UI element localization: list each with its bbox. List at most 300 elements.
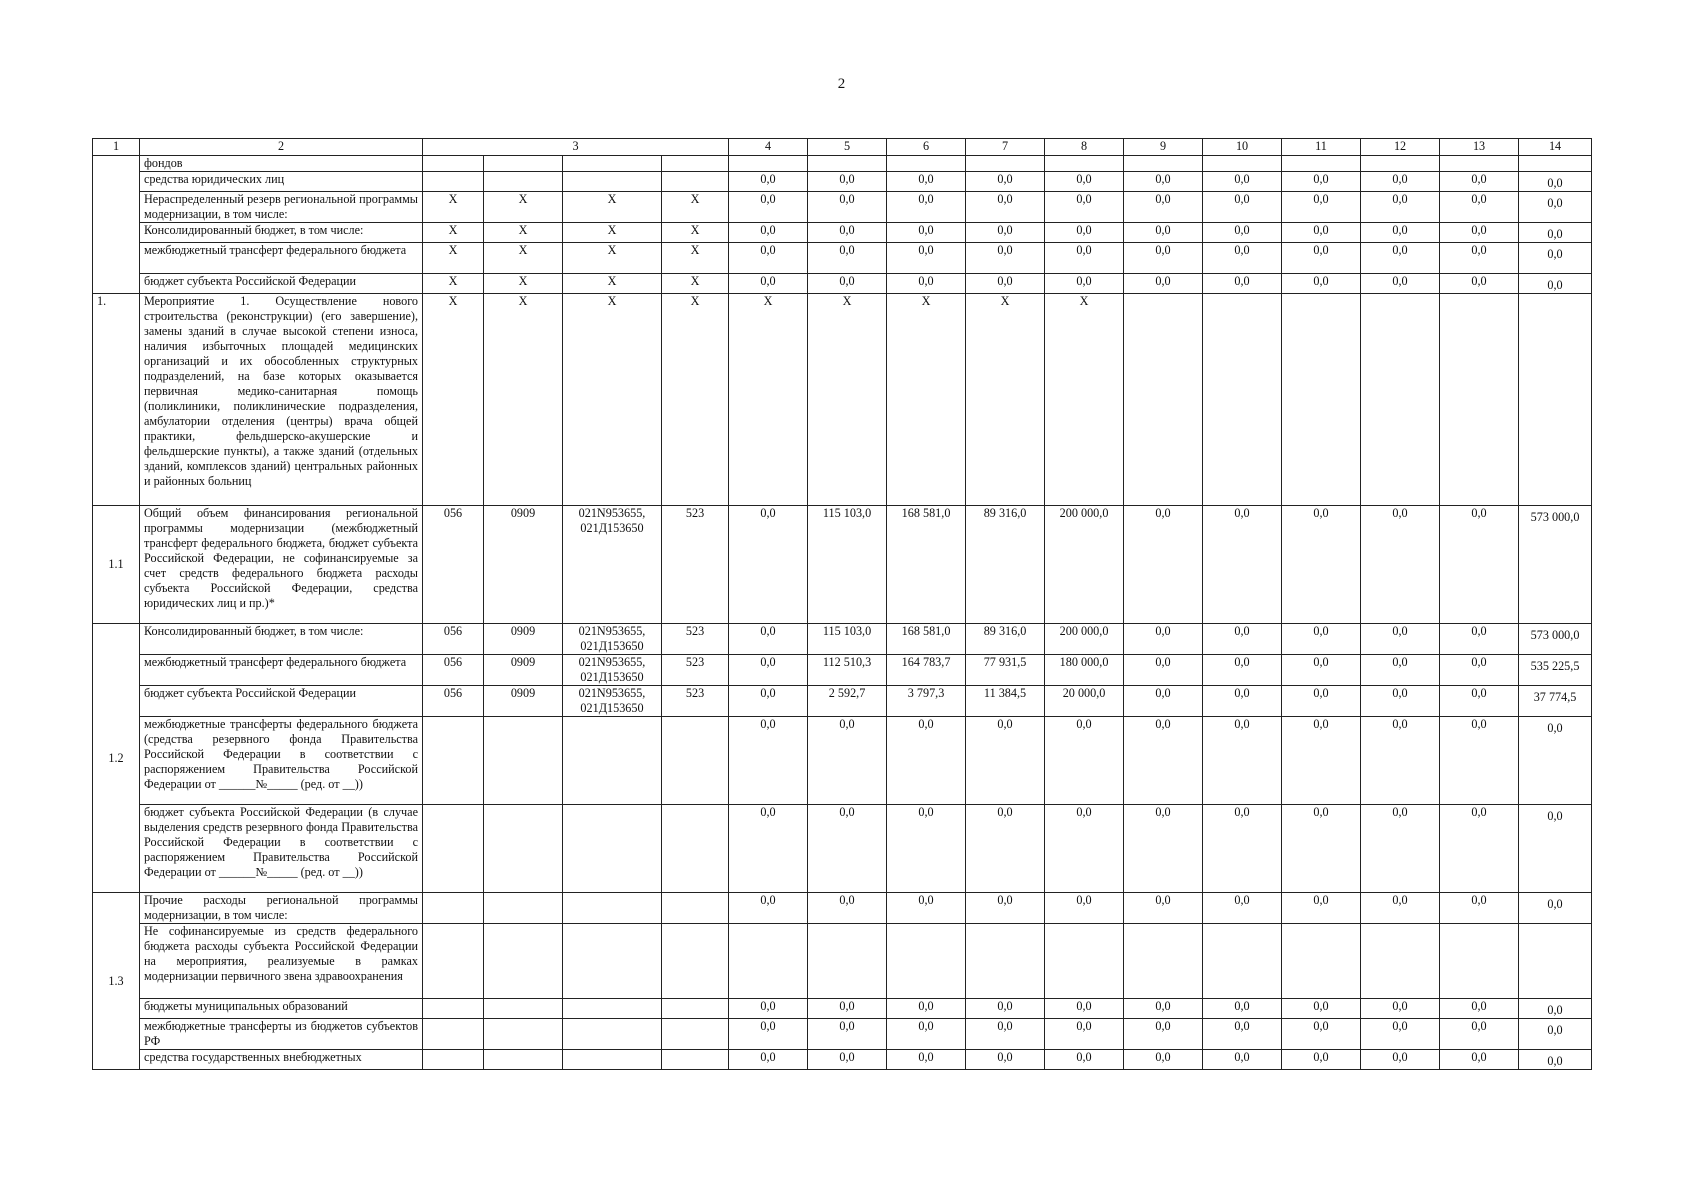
value-cell: 0,0 bbox=[1203, 999, 1282, 1019]
value-cell: 0,0 bbox=[887, 893, 966, 924]
row-label: Мероприятие 1. Осуществление нового строительства (реконструкции) (его завершение), замены зданий в случае высокой степени износа, наличия избыточных площадей медицинских организаций и их обособленных структурных подразделений, на базе которых оказывается первичная медико-санитарная помощь (поликлиники, поликлинические подразделения, амбулатории отделения (центры) врача общей практики, фельдшерско-акушерские и фельдшерские пункты), а также зданий (отдельных зданий, комплексов зданий) центральных районных и районных больниц bbox=[140, 294, 423, 506]
value-cell: 0,0 bbox=[1282, 1019, 1361, 1050]
table-row bbox=[93, 655, 1592, 686]
value-cell: 0,0 bbox=[808, 893, 887, 924]
row-label: бюджет субъекта Российской Федерации (в случае выделения средств резервного фонда Правительства Российской Федерации в соответствии с распоряжением Правительства Российской Федерации от ______№_____ (ред. от __)) bbox=[140, 805, 423, 893]
column-number-row bbox=[93, 139, 1592, 156]
value-cell bbox=[887, 924, 966, 999]
value-cell: 0,0 bbox=[1124, 686, 1203, 717]
code-cell bbox=[484, 1050, 563, 1070]
value-cell: 0,0 bbox=[887, 805, 966, 893]
code-cell bbox=[563, 893, 662, 924]
code-cell bbox=[484, 805, 563, 893]
value-cell: 115 103,0 bbox=[808, 624, 887, 655]
value-cell: 0,0 bbox=[1124, 655, 1203, 686]
total-cell: 0,0 bbox=[1519, 1050, 1592, 1070]
value-cell: 0,0 bbox=[887, 1019, 966, 1050]
value-cell: 0,0 bbox=[1361, 192, 1440, 223]
value-cell: 0,0 bbox=[1440, 506, 1519, 624]
value-cell: 0,0 bbox=[1124, 805, 1203, 893]
value-cell bbox=[1124, 156, 1203, 172]
value-cell: 0,0 bbox=[1440, 223, 1519, 243]
code-cell bbox=[484, 717, 563, 805]
value-cell: 0,0 bbox=[1203, 655, 1282, 686]
code-cell: X bbox=[563, 192, 662, 223]
table-row bbox=[93, 1050, 1592, 1070]
value-cell: 0,0 bbox=[1361, 274, 1440, 294]
code-cell: 021N953655, 021Д153650 bbox=[563, 624, 662, 655]
value-cell: 0,0 bbox=[729, 893, 808, 924]
code-cell: X bbox=[662, 274, 729, 294]
value-cell: 0,0 bbox=[729, 1019, 808, 1050]
value-cell: 0,0 bbox=[808, 805, 887, 893]
value-cell bbox=[1203, 156, 1282, 172]
value-cell: 3 797,3 bbox=[887, 686, 966, 717]
row-index-cell bbox=[93, 156, 140, 294]
value-cell: 180 000,0 bbox=[1045, 655, 1124, 686]
code-cell bbox=[662, 717, 729, 805]
code-cell bbox=[484, 172, 563, 192]
value-cell: 0,0 bbox=[1440, 655, 1519, 686]
value-cell bbox=[1361, 924, 1440, 999]
value-cell: 0,0 bbox=[808, 1050, 887, 1070]
value-cell: 0,0 bbox=[1203, 274, 1282, 294]
code-cell: 056 bbox=[423, 506, 484, 624]
row-label: Консолидированный бюджет, в том числе: bbox=[140, 624, 423, 655]
code-cell: X bbox=[423, 294, 484, 506]
value-cell: 0,0 bbox=[729, 1050, 808, 1070]
code-cell: X bbox=[563, 223, 662, 243]
table-row bbox=[93, 717, 1592, 805]
value-cell: 0,0 bbox=[1045, 893, 1124, 924]
value-cell: 0,0 bbox=[1440, 192, 1519, 223]
value-cell: 168 581,0 bbox=[887, 506, 966, 624]
value-cell: 0,0 bbox=[887, 1050, 966, 1070]
code-cell: X bbox=[563, 294, 662, 506]
code-cell: 0909 bbox=[484, 506, 563, 624]
value-cell: 0,0 bbox=[887, 243, 966, 274]
code-cell bbox=[662, 1050, 729, 1070]
value-cell: 0,0 bbox=[808, 192, 887, 223]
row-label: средства государственных внебюджетных bbox=[140, 1050, 423, 1070]
code-cell: X bbox=[662, 243, 729, 274]
total-cell: 0,0 bbox=[1519, 717, 1592, 805]
row-label: Прочие расходы региональной программы модернизации, в том числе: bbox=[140, 893, 423, 924]
code-cell bbox=[484, 924, 563, 999]
value-cell: 0,0 bbox=[966, 274, 1045, 294]
value-cell: 0,0 bbox=[1282, 192, 1361, 223]
value-cell: 0,0 bbox=[1045, 192, 1124, 223]
column-number: 7 bbox=[966, 139, 1045, 156]
total-cell: 0,0 bbox=[1519, 1019, 1592, 1050]
value-cell: 0,0 bbox=[887, 223, 966, 243]
value-cell: 0,0 bbox=[1361, 1050, 1440, 1070]
value-cell: 0,0 bbox=[1282, 717, 1361, 805]
value-cell: 0,0 bbox=[1440, 686, 1519, 717]
value-cell bbox=[1282, 156, 1361, 172]
total-cell: 573 000,0 bbox=[1519, 506, 1592, 624]
value-cell: 0,0 bbox=[1440, 999, 1519, 1019]
value-cell bbox=[1361, 156, 1440, 172]
value-cell: 0,0 bbox=[1282, 1050, 1361, 1070]
value-cell bbox=[1203, 294, 1282, 506]
value-cell: 0,0 bbox=[1045, 1050, 1124, 1070]
code-cell: 021N953655, 021Д153650 bbox=[563, 686, 662, 717]
value-cell: 0,0 bbox=[1045, 274, 1124, 294]
row-label: межбюджетный трансферт федерального бюджета bbox=[140, 243, 423, 274]
value-cell: 0,0 bbox=[808, 243, 887, 274]
value-cell: 0,0 bbox=[1282, 655, 1361, 686]
total-cell: 573 000,0 bbox=[1519, 624, 1592, 655]
table-row bbox=[93, 223, 1592, 243]
value-cell: 0,0 bbox=[966, 999, 1045, 1019]
value-cell: 0,0 bbox=[1361, 243, 1440, 274]
value-cell: 2 592,7 bbox=[808, 686, 887, 717]
value-cell: 0,0 bbox=[887, 274, 966, 294]
total-cell: 0,0 bbox=[1519, 172, 1592, 192]
value-cell bbox=[729, 924, 808, 999]
value-cell: 0,0 bbox=[1282, 805, 1361, 893]
value-cell: 0,0 bbox=[1203, 805, 1282, 893]
value-cell: 0,0 bbox=[729, 243, 808, 274]
code-cell: X bbox=[423, 274, 484, 294]
code-cell bbox=[662, 805, 729, 893]
code-cell: 523 bbox=[662, 686, 729, 717]
value-cell bbox=[1045, 924, 1124, 999]
value-cell: 0,0 bbox=[1282, 506, 1361, 624]
column-number: 3 bbox=[423, 139, 729, 156]
value-cell: 0,0 bbox=[887, 192, 966, 223]
table-row bbox=[93, 893, 1592, 924]
value-cell: 200 000,0 bbox=[1045, 506, 1124, 624]
column-number: 14 bbox=[1519, 139, 1592, 156]
value-cell: 0,0 bbox=[729, 805, 808, 893]
table-row bbox=[93, 686, 1592, 717]
value-cell: 0,0 bbox=[1361, 223, 1440, 243]
value-cell: 11 384,5 bbox=[966, 686, 1045, 717]
code-cell: 523 bbox=[662, 506, 729, 624]
row-label: Нераспределенный резерв региональной программы модернизации, в том числе: bbox=[140, 192, 423, 223]
code-cell bbox=[662, 999, 729, 1019]
value-cell: 168 581,0 bbox=[887, 624, 966, 655]
value-cell: 0,0 bbox=[808, 717, 887, 805]
value-cell: 0,0 bbox=[729, 172, 808, 192]
column-number: 5 bbox=[808, 139, 887, 156]
value-cell: 0,0 bbox=[1361, 506, 1440, 624]
value-cell: 0,0 bbox=[1440, 717, 1519, 805]
value-cell: X bbox=[729, 294, 808, 506]
value-cell bbox=[1282, 924, 1361, 999]
total-cell: 0,0 bbox=[1519, 274, 1592, 294]
row-label: Не софинансируемые из средств федерального бюджета расходы субъекта Российской Федерации на мероприятия, реализуемые в рамках модернизации первичного звена здравоохранения bbox=[140, 924, 423, 999]
value-cell: 0,0 bbox=[808, 223, 887, 243]
code-cell bbox=[662, 893, 729, 924]
code-cell bbox=[484, 156, 563, 172]
total-cell bbox=[1519, 156, 1592, 172]
value-cell: 164 783,7 bbox=[887, 655, 966, 686]
total-cell: 535 225,5 bbox=[1519, 655, 1592, 686]
value-cell: 0,0 bbox=[1203, 686, 1282, 717]
code-cell: X bbox=[484, 274, 563, 294]
value-cell: 0,0 bbox=[1045, 999, 1124, 1019]
code-cell bbox=[423, 1019, 484, 1050]
total-cell: 0,0 bbox=[1519, 805, 1592, 893]
code-cell bbox=[423, 999, 484, 1019]
code-cell bbox=[423, 1050, 484, 1070]
code-cell: 0909 bbox=[484, 624, 563, 655]
code-cell bbox=[423, 156, 484, 172]
row-label: межбюджетные трансферты федерального бюджета (средства резервного фонда Правительства Российской Федерации в соответствии с распоряжением Правительства Российской Федерации от ______№_____ (ред. от __)) bbox=[140, 717, 423, 805]
total-cell: 0,0 bbox=[1519, 893, 1592, 924]
table-body bbox=[93, 156, 1592, 1070]
value-cell: 0,0 bbox=[887, 172, 966, 192]
total-cell: 37 774,5 bbox=[1519, 686, 1592, 717]
column-number: 10 bbox=[1203, 139, 1282, 156]
value-cell: 77 931,5 bbox=[966, 655, 1045, 686]
code-cell bbox=[484, 893, 563, 924]
value-cell: 0,0 bbox=[1045, 172, 1124, 192]
value-cell: 0,0 bbox=[729, 506, 808, 624]
value-cell: 0,0 bbox=[808, 1019, 887, 1050]
value-cell: 0,0 bbox=[1282, 999, 1361, 1019]
code-cell bbox=[563, 924, 662, 999]
code-cell: X bbox=[662, 294, 729, 506]
code-cell bbox=[563, 1050, 662, 1070]
table-row bbox=[93, 1019, 1592, 1050]
value-cell: 0,0 bbox=[808, 172, 887, 192]
code-cell bbox=[563, 172, 662, 192]
value-cell: 0,0 bbox=[1440, 172, 1519, 192]
value-cell: 0,0 bbox=[1045, 223, 1124, 243]
column-number: 13 bbox=[1440, 139, 1519, 156]
value-cell: 0,0 bbox=[1361, 717, 1440, 805]
value-cell: 0,0 bbox=[1045, 1019, 1124, 1050]
value-cell: 0,0 bbox=[1203, 1019, 1282, 1050]
code-cell: X bbox=[484, 294, 563, 506]
value-cell bbox=[808, 924, 887, 999]
value-cell: 0,0 bbox=[729, 655, 808, 686]
value-cell: 0,0 bbox=[729, 192, 808, 223]
table-row bbox=[93, 274, 1592, 294]
value-cell: 0,0 bbox=[966, 717, 1045, 805]
code-cell: X bbox=[423, 223, 484, 243]
value-cell: 0,0 bbox=[729, 624, 808, 655]
column-number: 6 bbox=[887, 139, 966, 156]
value-cell: 0,0 bbox=[1045, 717, 1124, 805]
total-cell bbox=[1519, 294, 1592, 506]
value-cell: 0,0 bbox=[729, 686, 808, 717]
row-label: бюджет субъекта Российской Федерации bbox=[140, 686, 423, 717]
value-cell: 0,0 bbox=[1203, 192, 1282, 223]
code-cell: 056 bbox=[423, 655, 484, 686]
value-cell bbox=[1282, 294, 1361, 506]
value-cell: 0,0 bbox=[1124, 274, 1203, 294]
value-cell bbox=[1440, 294, 1519, 506]
code-cell: X bbox=[563, 243, 662, 274]
value-cell: 112 510,3 bbox=[808, 655, 887, 686]
value-cell: 0,0 bbox=[1203, 172, 1282, 192]
page-number: 2 bbox=[837, 76, 846, 92]
value-cell: 0,0 bbox=[729, 999, 808, 1019]
value-cell: 20 000,0 bbox=[1045, 686, 1124, 717]
code-cell: X bbox=[662, 192, 729, 223]
value-cell: 0,0 bbox=[966, 172, 1045, 192]
value-cell: 0,0 bbox=[1124, 893, 1203, 924]
code-cell: X bbox=[423, 192, 484, 223]
row-label: бюджет субъекта Российской Федерации bbox=[140, 274, 423, 294]
column-number: 8 bbox=[1045, 139, 1124, 156]
value-cell: 0,0 bbox=[1361, 805, 1440, 893]
value-cell bbox=[1203, 924, 1282, 999]
value-cell: 0,0 bbox=[1124, 999, 1203, 1019]
value-cell: 0,0 bbox=[887, 999, 966, 1019]
code-cell: 056 bbox=[423, 686, 484, 717]
value-cell: 0,0 bbox=[1045, 243, 1124, 274]
value-cell: 89 316,0 bbox=[966, 624, 1045, 655]
code-cell bbox=[423, 717, 484, 805]
value-cell: 0,0 bbox=[1203, 893, 1282, 924]
value-cell: 0,0 bbox=[966, 805, 1045, 893]
code-cell bbox=[563, 999, 662, 1019]
value-cell: 0,0 bbox=[1203, 243, 1282, 274]
value-cell: 0,0 bbox=[1203, 223, 1282, 243]
value-cell: 0,0 bbox=[1282, 223, 1361, 243]
value-cell bbox=[1361, 294, 1440, 506]
row-index-cell: 1.3 bbox=[93, 893, 140, 1070]
value-cell: 0,0 bbox=[1440, 805, 1519, 893]
value-cell: 0,0 bbox=[1203, 1050, 1282, 1070]
code-cell bbox=[662, 156, 729, 172]
table-row bbox=[93, 624, 1592, 655]
code-cell: 523 bbox=[662, 655, 729, 686]
value-cell: 0,0 bbox=[1124, 223, 1203, 243]
row-index-cell: 1. bbox=[93, 294, 140, 506]
column-number: 2 bbox=[140, 139, 423, 156]
value-cell: 0,0 bbox=[808, 999, 887, 1019]
value-cell: 0,0 bbox=[1440, 1019, 1519, 1050]
value-cell: 0,0 bbox=[1361, 172, 1440, 192]
value-cell: 0,0 bbox=[1440, 274, 1519, 294]
value-cell: 0,0 bbox=[1282, 172, 1361, 192]
value-cell: 200 000,0 bbox=[1045, 624, 1124, 655]
value-cell: 0,0 bbox=[1124, 243, 1203, 274]
code-cell: X bbox=[484, 243, 563, 274]
value-cell: 0,0 bbox=[1361, 893, 1440, 924]
total-cell: 0,0 bbox=[1519, 192, 1592, 223]
row-index-cell: 1.2 bbox=[93, 624, 140, 893]
code-cell: X bbox=[423, 243, 484, 274]
value-cell bbox=[966, 924, 1045, 999]
column-number: 9 bbox=[1124, 139, 1203, 156]
value-cell bbox=[1124, 294, 1203, 506]
value-cell: 0,0 bbox=[1282, 243, 1361, 274]
value-cell: 0,0 bbox=[1361, 686, 1440, 717]
total-cell: 0,0 bbox=[1519, 243, 1592, 274]
code-cell bbox=[662, 172, 729, 192]
value-cell: 0,0 bbox=[1124, 506, 1203, 624]
value-cell: 0,0 bbox=[1440, 1050, 1519, 1070]
value-cell: X bbox=[887, 294, 966, 506]
code-cell bbox=[662, 924, 729, 999]
column-number: 12 bbox=[1361, 139, 1440, 156]
value-cell: 0,0 bbox=[1440, 624, 1519, 655]
value-cell: 0,0 bbox=[1124, 717, 1203, 805]
value-cell bbox=[887, 156, 966, 172]
value-cell bbox=[808, 156, 887, 172]
code-cell: 0909 bbox=[484, 686, 563, 717]
code-cell bbox=[662, 1019, 729, 1050]
column-number: 1 bbox=[93, 139, 140, 156]
value-cell: 0,0 bbox=[1124, 172, 1203, 192]
total-cell: 0,0 bbox=[1519, 223, 1592, 243]
value-cell bbox=[966, 156, 1045, 172]
value-cell: 0,0 bbox=[966, 1019, 1045, 1050]
code-cell: 0909 bbox=[484, 655, 563, 686]
code-cell bbox=[423, 172, 484, 192]
value-cell: 0,0 bbox=[887, 717, 966, 805]
value-cell: 0,0 bbox=[966, 893, 1045, 924]
value-cell: 0,0 bbox=[1282, 624, 1361, 655]
code-cell bbox=[423, 924, 484, 999]
value-cell: 115 103,0 bbox=[808, 506, 887, 624]
column-number: 4 bbox=[729, 139, 808, 156]
value-cell: 0,0 bbox=[729, 223, 808, 243]
value-cell bbox=[729, 156, 808, 172]
value-cell: 0,0 bbox=[729, 274, 808, 294]
value-cell: X bbox=[966, 294, 1045, 506]
code-cell bbox=[484, 1019, 563, 1050]
value-cell bbox=[1440, 156, 1519, 172]
value-cell: 0,0 bbox=[729, 717, 808, 805]
value-cell: 0,0 bbox=[1361, 999, 1440, 1019]
value-cell: 0,0 bbox=[1203, 717, 1282, 805]
value-cell: 0,0 bbox=[966, 1050, 1045, 1070]
value-cell: X bbox=[808, 294, 887, 506]
row-label: фондов bbox=[140, 156, 423, 172]
table-row bbox=[93, 243, 1592, 274]
value-cell: 0,0 bbox=[1361, 655, 1440, 686]
code-cell: X bbox=[662, 223, 729, 243]
code-cell bbox=[563, 717, 662, 805]
value-cell: 0,0 bbox=[1124, 192, 1203, 223]
total-cell: 0,0 bbox=[1519, 999, 1592, 1019]
value-cell: 0,0 bbox=[1282, 893, 1361, 924]
column-number: 11 bbox=[1282, 139, 1361, 156]
code-cell: X bbox=[563, 274, 662, 294]
value-cell: 0,0 bbox=[1361, 624, 1440, 655]
code-cell bbox=[563, 805, 662, 893]
value-cell: 0,0 bbox=[966, 223, 1045, 243]
code-cell bbox=[423, 893, 484, 924]
value-cell: 0,0 bbox=[1124, 1050, 1203, 1070]
total-cell bbox=[1519, 924, 1592, 999]
value-cell bbox=[1045, 156, 1124, 172]
value-cell: 0,0 bbox=[1045, 805, 1124, 893]
value-cell: 0,0 bbox=[1203, 506, 1282, 624]
value-cell: 0,0 bbox=[1282, 274, 1361, 294]
table-row bbox=[93, 156, 1592, 172]
value-cell bbox=[1440, 924, 1519, 999]
table-row bbox=[93, 506, 1592, 624]
value-cell: 0,0 bbox=[808, 274, 887, 294]
value-cell: 89 316,0 bbox=[966, 506, 1045, 624]
row-label: межбюджетный трансферт федерального бюджета bbox=[140, 655, 423, 686]
code-cell: 056 bbox=[423, 624, 484, 655]
row-label: межбюджетные трансферты из бюджетов субъектов РФ bbox=[140, 1019, 423, 1050]
row-index-cell: 1.1 bbox=[93, 506, 140, 624]
value-cell: 0,0 bbox=[966, 192, 1045, 223]
code-cell: X bbox=[484, 192, 563, 223]
